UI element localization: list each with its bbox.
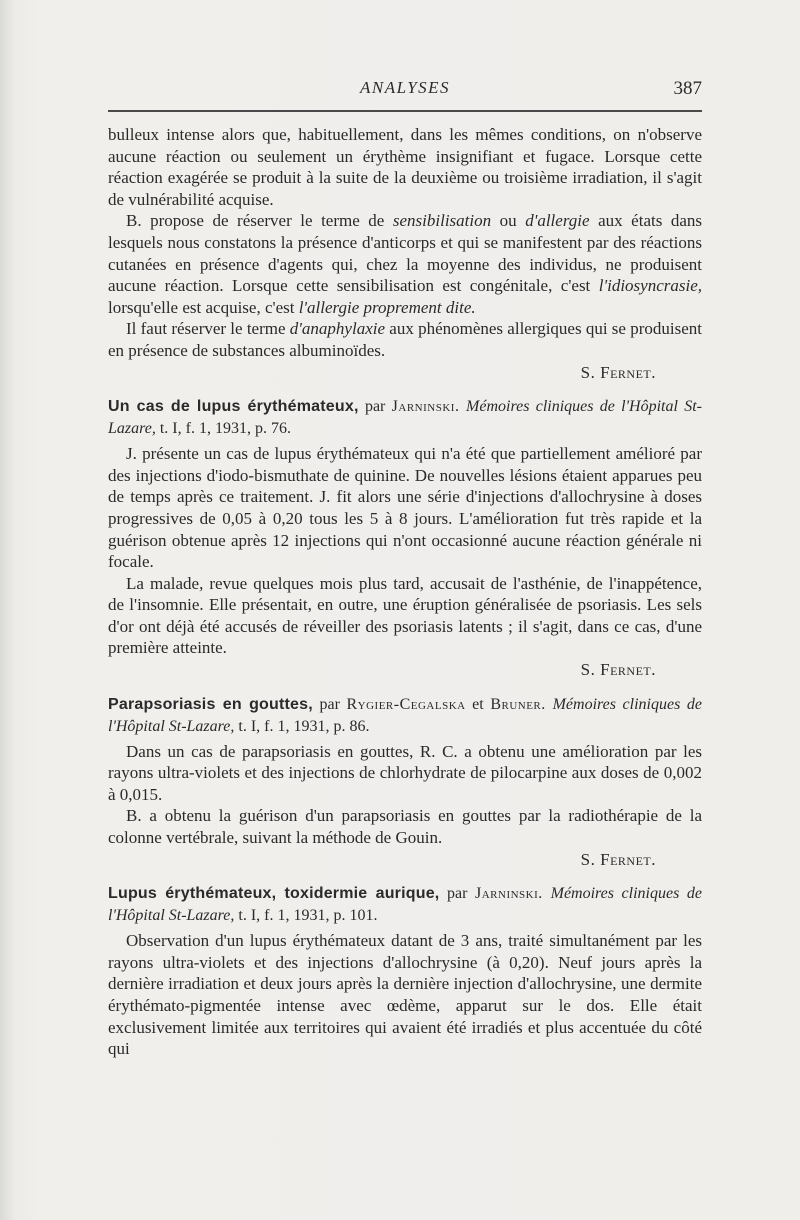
article-author: Rygier-Cegalska (346, 695, 466, 713)
article-paragraph: Dans un cas de parapsoriasis en gouttes, R. C. a obtenu une amélioration par les rayons ultra-violets et des injections de chlorhydrate de pilocarpine aux doses de 0,002 à 0,015. (108, 741, 702, 804)
article-journal: Mémoires cliniques de l'Hôpital St-Lazare, (108, 885, 702, 925)
intro-paragraph-3: Il faut réserver le terme d'anaphylaxie aux phénomènes allergiques qui se produisent en présence de substances albuminoïdes. (108, 319, 702, 360)
page-body (108, 124, 702, 1060)
article-title: Parapsoriasis en gouttes, (108, 695, 313, 713)
header-rule (108, 110, 702, 112)
article-title: Un cas de lupus érythémateux, (108, 398, 359, 416)
article-author: Jarninski. (391, 398, 460, 416)
page-number: 387 (673, 78, 702, 99)
signature: S. Fernet. (580, 849, 656, 869)
article-paragraph: J. présente un cas de lupus érythémateux qui n'a été que partiellement amélioré par des injections d'iodo-bismuthate de quinine. De nouvelles lésions étaient apparues peu de temps après ce traitement. J. fit alors une série d'injections d'allochrysine à doses progressives de 0,05 à 0,20 tous les 5 à 8 jours. L'amélioration fut très rapide et la guérison obtenue après 12 injections qui n'ont occasionné aucune réaction générale ni focale. (108, 444, 702, 572)
article-paragraph: B. a obtenu la guérison d'un parapsoriasis en gouttes par la radiothérapie de la colonne vertébrale, suivant la méthode de Gouin. (108, 806, 702, 848)
article-journal: Mémoires cliniques de l'Hôpital St-Lazare, (108, 398, 703, 438)
page-header (108, 78, 702, 104)
intro-paragraph-1: bulleux intense alors que, habituellement, dans les mêmes conditions, on n'observe aucune réaction ou seulement un érythème insignifiant et fugace. Lorsque cette réaction exagérée se produit à la suite de la deuxième ou troisième irradiation, il s'agit de vulnérabilité acquise. (108, 125, 702, 209)
article-author: Bruner. (490, 695, 546, 713)
article-author: Jarninski. (475, 885, 543, 903)
article-reference: t. I, f. 1, 1931, p. 76. (155, 420, 291, 438)
article-heading: Lupus érythémateux, toxidermie aurique, par Jarninski. Mémoires cliniques de l'Hôpital St-Lazare, t. I, f. 1, 1931, p. 101. (108, 885, 702, 925)
article-paragraph: Observation d'un lupus érythémateux datant de 3 ans, traité simultanément par les rayons ultra-violets et des injections d'allochrysine (à 0,20). Neuf jours après la dernière irradiation et deux jours après la dernière injection d'allochrysine, une dermite érythémato-pigmentée intense avec œdème, apparut sur le dos. Elle était exclusivement limitée aux territoires qui avaient été irradiés et plus accentuée du côté qui (108, 931, 702, 1059)
signature: S. Fernet. (580, 362, 656, 382)
signature: S. Fernet. (580, 660, 656, 680)
article-reference: t. I, f. 1, 1931, p. 101. (234, 907, 378, 925)
running-head: ANALYSES (359, 78, 451, 97)
article-heading: Un cas de lupus érythémateux, par Jarninski. Mémoires cliniques de l'Hôpital St-Lazare, t. I, f. 1, 1931, p. 76. (108, 398, 703, 438)
article-heading: Parapsoriasis en gouttes, par Rygier-Cegalska et Bruner. Mémoires cliniques de l'Hôpital St-Lazare, t. I, f. 1, 1931, p. 86. (108, 695, 703, 735)
article-paragraph: La malade, revue quelques mois plus tard, accusait de l'asthénie, de l'inappétence, de l'insomnie. Elle présentait, en outre, une éruption généralisée de psoriasis. Les sels d'or ont déjà été accusés de réveiller des psoriasis latents ; il s'agit, dans ce cas, d'une première atteinte. (108, 573, 702, 658)
article-reference: t. I, f. 1, 1931, p. 86. (234, 717, 370, 735)
article-title: Lupus érythémateux, toxidermie aurique, (108, 885, 440, 903)
intro-paragraph-2: B. propose de réserver le terme de sensibilisation ou d'allergie aux états dans lesquels nous constatons la présence d'anticorps et qui se manifestent par des réactions cutanées en présence d'agents qui, chez la moyenne des individus, ne produisent aucune réaction. Lorsque cette sensibilisation est congénitale, c'est l'idiosyncrasie, lorsqu'elle est acquise, c'est l'allergie proprement dite. (108, 211, 703, 317)
article-journal: Mémoires cliniques de l'Hôpital St-Lazare, (108, 695, 703, 735)
